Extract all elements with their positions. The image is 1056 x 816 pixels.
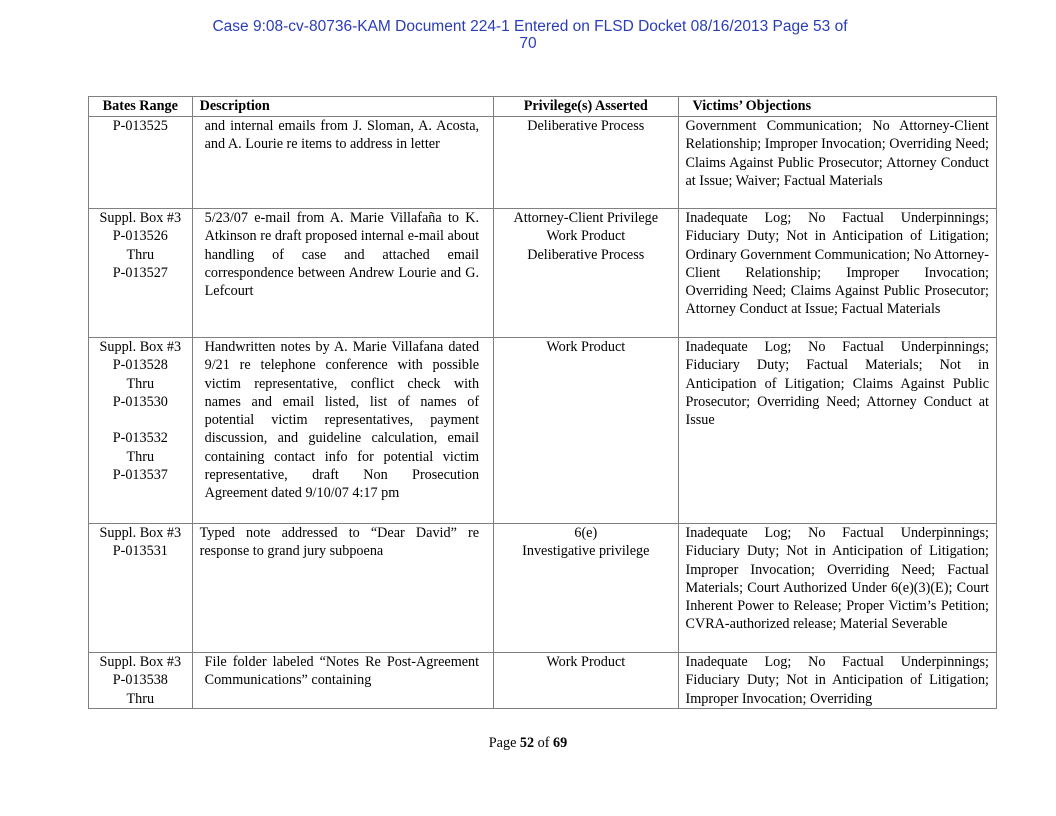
bates-line: Suppl. Box #3 — [99, 210, 182, 226]
table-row — [89, 209, 997, 338]
column-header-bates-range: Bates Range — [89, 97, 193, 117]
objections-cell: Inadequate Log; No Factual Underpinnings; Fiduciary Duty; Factual Materials; Not in Anticipation of Litigation; Claims Against Public Prosecutor; Overriding Need; Attorney Conduct at Issue — [678, 338, 997, 524]
bates-line: P-013528 — [112, 357, 168, 374]
bates-line: P-013531 — [112, 543, 168, 560]
bates-line: Thru — [126, 448, 155, 465]
table-row — [89, 653, 997, 709]
privilege-line: Work Product — [546, 339, 626, 355]
privilege-line: 6(e) — [574, 525, 598, 541]
column-header-objections: Victims’ Objections — [678, 97, 997, 117]
bates-line: P-013538 — [112, 672, 168, 689]
bates-line: Suppl. Box #3 — [99, 525, 182, 541]
bates-line: Suppl. Box #3 — [99, 654, 182, 670]
objections-cell: Inadequate Log; No Factual Underpinnings; Fiduciary Duty; Not in Anticipation of Litigation; Improper Invocation; Overriding Need; Factual Materials; Court Authorized Under 6(e)(3)(E); Court Inherent Power to Release; Proper Victim’s Petition; CVRA-authorized release; Material Severable — [678, 524, 997, 653]
privilege-line: Work Product — [546, 654, 626, 670]
table-header-row — [89, 97, 997, 117]
table-row — [89, 338, 997, 524]
privilege-line: Attorney-Client Privilege — [513, 210, 659, 226]
bates-line: P-013537 — [112, 467, 168, 484]
bates-line: P-013526 — [112, 228, 168, 245]
footer-page-total: 69 — [553, 735, 568, 751]
privilege-cell — [494, 117, 678, 209]
footer-prefix: Page — [488, 735, 520, 751]
description-cell: Typed note addressed to “Dear David” re response to grand jury subpoena — [192, 524, 493, 653]
bates-line: P-013530 — [112, 393, 168, 410]
description-cell: Handwritten notes by A. Marie Villafana dated 9/21 re telephone conference with possible victim representative, conflict check with names and email listed, list of names of potential victim representatives, payment discussion, and guideline calculation, email containing contact info for potential victim representative, draft Non Prosecution Agreement dated 9/10/07 4:17 pm — [192, 338, 493, 524]
docket-header-line1: Case 9:08-cv-80736-KAM Document 224-1 Entered on FLSD Docket 08/16/2013 Page 53 of — [212, 18, 848, 35]
privilege-cell — [494, 524, 678, 653]
privilege-line: Work Product — [546, 228, 626, 245]
privilege-line: Investigative privilege — [522, 543, 650, 560]
bates-range-cell — [89, 117, 193, 209]
privilege-cell — [494, 209, 678, 338]
column-header-privileges: Privilege(s) Asserted — [494, 97, 678, 117]
privilege-log-table — [88, 96, 997, 709]
privilege-cell — [494, 653, 678, 709]
docket-header-line2: 70 — [519, 35, 537, 52]
bates-line: P-013525 — [112, 118, 168, 134]
bates-line: Thru — [126, 246, 155, 263]
privilege-line: Deliberative Process — [527, 246, 645, 263]
bates-range-cell — [89, 524, 193, 653]
table-row — [89, 524, 997, 653]
footer-of: of — [534, 735, 554, 751]
objections-cell: Inadequate Log; No Factual Underpinnings; Fiduciary Duty; Not in Anticipation of Litigation; Ordinary Government Communication; No Attorney-Client Relationship; Improper Invocation; Overriding Need; Claims Against Public Prosecutor; Attorney Conduct at Issue; Factual Materials — [678, 209, 997, 338]
bates-range-cell — [89, 653, 193, 709]
description-cell: File folder labeled “Notes Re Post-Agreement Communications” containing — [192, 653, 493, 709]
bates-range-cell — [89, 209, 193, 338]
bates-line: Suppl. Box #3 — [99, 339, 182, 355]
objections-cell: Government Communication; No Attorney-Client Relationship; Improper Invocation; Overriding Need; Claims Against Public Prosecutor; Attorney Conduct at Issue; Waiver; Factual Materials — [678, 117, 997, 209]
docket-header — [0, 18, 1056, 52]
bates-line: Thru — [126, 375, 155, 392]
description-cell: and internal emails from J. Sloman, A. Acosta, and A. Lourie re items to address in letter — [192, 117, 493, 209]
bates-line: P-013527 — [112, 264, 168, 281]
privilege-line: Deliberative Process — [527, 118, 645, 134]
bates-line: Thru — [126, 690, 155, 707]
bates-line — [93, 411, 188, 429]
column-header-description: Description — [192, 97, 493, 117]
table-row — [89, 117, 997, 209]
bates-range-cell — [89, 338, 193, 524]
objections-cell: Inadequate Log; No Factual Underpinnings; Fiduciary Duty; Not in Anticipation of Litigation; Improper Invocation; Overriding — [678, 653, 997, 709]
bates-line: P-013532 — [112, 430, 168, 447]
page-footer — [0, 735, 1056, 752]
privilege-cell — [494, 338, 678, 524]
footer-page-number: 52 — [519, 735, 535, 751]
description-cell: 5/23/07 e-mail from A. Marie Villafaña to K. Atkinson re draft proposed internal e-mail about handling of case and attached email correspondence between Andrew Lourie and G. Lefcourt — [192, 209, 493, 338]
